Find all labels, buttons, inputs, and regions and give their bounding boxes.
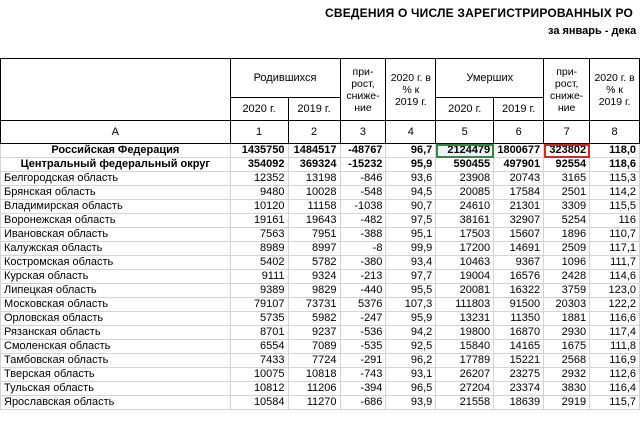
header-blank-cell[interactable]	[1, 59, 231, 121]
cell-bd[interactable]: -743	[340, 368, 386, 382]
table-row	[1, 242, 640, 256]
cell-b20[interactable]: 7563	[230, 228, 288, 242]
row-region-name[interactable]: Ярославская область	[1, 396, 231, 410]
row-region-name[interactable]: Владимирская область	[1, 200, 231, 214]
header-births-growth[interactable]	[340, 59, 386, 121]
cell-d19[interactable]: 16576	[494, 270, 544, 284]
cell-d19[interactable]: 18639	[494, 396, 544, 410]
row-region-name[interactable]: Смоленская область	[1, 340, 231, 354]
header-row-3	[1, 121, 640, 144]
report-title: СВЕДЕНИЯ О ЧИСЛЕ ЗАРЕГИСТРИРОВАННЫХ РО	[325, 6, 634, 20]
header-col-5[interactable]: 5	[436, 121, 494, 144]
cell-bp[interactable]: 96,7	[386, 144, 436, 158]
cell-bp[interactable]: 95,1	[386, 228, 436, 242]
header-deaths-2020[interactable]: 2020 г.	[436, 98, 494, 121]
header-growth2-text: при- рост, сниже- ние	[550, 65, 584, 114]
cell-d20[interactable]: 111803	[436, 298, 494, 312]
cell-bd[interactable]: -686	[340, 396, 386, 410]
header-col-1[interactable]: 1	[230, 121, 288, 144]
cell-d19[interactable]: 11350	[494, 312, 544, 326]
cell-dp[interactable]: 110,7	[590, 228, 640, 242]
data-table	[0, 58, 640, 410]
cell-bp[interactable]: 95,5	[386, 284, 436, 298]
row-region-name[interactable]: Орловская область	[1, 312, 231, 326]
cell-d19[interactable]: 91500	[494, 298, 544, 312]
table-row	[1, 396, 640, 410]
cell-dd[interactable]: 2930	[544, 326, 590, 340]
header-col-6[interactable]: 6	[494, 121, 544, 144]
cell-bd[interactable]: -213	[340, 270, 386, 284]
header-pct2-text: 2020 г. в % к 2019 г.	[594, 71, 635, 108]
cell-bd[interactable]: -388	[340, 228, 386, 242]
cell-dd[interactable]: 5254	[544, 214, 590, 228]
cell-d20[interactable]: 17200	[436, 242, 494, 256]
header-col-2[interactable]: 2	[288, 121, 340, 144]
cell-dp[interactable]: 118,6	[590, 158, 640, 172]
cell-dp[interactable]: 114,2	[590, 186, 640, 200]
cell-d19[interactable]: 15221	[494, 354, 544, 368]
cell-bp[interactable]: 96,5	[386, 382, 436, 396]
cell-bd[interactable]: -380	[340, 256, 386, 270]
cell-b19[interactable]: 11270	[288, 396, 340, 410]
cell-d20[interactable]: 19800	[436, 326, 494, 340]
cell-b20[interactable]: 9480	[230, 186, 288, 200]
table-row	[1, 158, 640, 172]
table-row	[1, 368, 640, 382]
cell-bp[interactable]: 95,9	[386, 158, 436, 172]
cell-d19[interactable]: 23374	[494, 382, 544, 396]
cell-bp[interactable]: 93,6	[386, 172, 436, 186]
table-row	[1, 340, 640, 354]
cell-dp[interactable]: 117,4	[590, 326, 640, 340]
row-region-name[interactable]: Костромская область	[1, 256, 231, 270]
cell-dp[interactable]: 114,6	[590, 270, 640, 284]
cell-d19[interactable]: 20743	[494, 172, 544, 186]
cell-bd[interactable]: -8	[340, 242, 386, 256]
report-subtitle: за январь - дека	[548, 25, 637, 37]
cell-dd[interactable]: 2501	[544, 186, 590, 200]
cell-b19[interactable]: 11158	[288, 200, 340, 214]
cell-bp[interactable]: 95,9	[386, 312, 436, 326]
row-region-name[interactable]: Тамбовская область	[1, 354, 231, 368]
cell-bd[interactable]: -482	[340, 214, 386, 228]
cell-dd[interactable]: 1675	[544, 340, 590, 354]
cell-d20[interactable]: 38161	[436, 214, 494, 228]
cell-b19[interactable]: 11206	[288, 382, 340, 396]
cell-bp[interactable]: 97,7	[386, 270, 436, 284]
cell-d20[interactable]: 17503	[436, 228, 494, 242]
cell-bp[interactable]: 92,5	[386, 340, 436, 354]
cell-dd[interactable]: 323802	[544, 144, 590, 158]
row-region-name[interactable]: Калужская область	[1, 242, 231, 256]
table-row	[1, 284, 640, 298]
cell-dd[interactable]: 1881	[544, 312, 590, 326]
cell-b19[interactable]: 369324	[288, 158, 340, 172]
row-region-name[interactable]: Рязанская область	[1, 326, 231, 340]
cell-d19[interactable]: 15607	[494, 228, 544, 242]
cell-b19[interactable]: 5782	[288, 256, 340, 270]
table-row	[1, 312, 640, 326]
cell-bp[interactable]: 93,4	[386, 256, 436, 270]
cell-d20[interactable]: 24610	[436, 200, 494, 214]
cell-b20[interactable]: 19161	[230, 214, 288, 228]
cell-d20[interactable]: 10463	[436, 256, 494, 270]
cell-d20[interactable]: 26207	[436, 368, 494, 382]
header-births-2019[interactable]: 2019 г.	[288, 98, 340, 121]
row-region-name[interactable]: Российская Федерация	[1, 144, 231, 158]
row-region-name[interactable]: Белгородская область	[1, 172, 231, 186]
cell-b20[interactable]: 12352	[230, 172, 288, 186]
cell-bp[interactable]: 90,7	[386, 200, 436, 214]
cell-d19[interactable]: 9367	[494, 256, 544, 270]
cell-bp[interactable]: 96,2	[386, 354, 436, 368]
row-region-name[interactable]: Московская область	[1, 298, 231, 312]
row-region-name[interactable]: Брянская область	[1, 186, 231, 200]
cell-dp[interactable]: 118,0	[590, 144, 640, 158]
cell-bp[interactable]: 99,9	[386, 242, 436, 256]
cell-dp[interactable]: 116,6	[590, 312, 640, 326]
cell-dd[interactable]: 20303	[544, 298, 590, 312]
cell-bd[interactable]: 5376	[340, 298, 386, 312]
header-col-7[interactable]: 7	[544, 121, 590, 144]
cell-b20[interactable]: 354092	[230, 158, 288, 172]
cell-b20[interactable]: 79107	[230, 298, 288, 312]
cell-dp[interactable]: 122,2	[590, 298, 640, 312]
header-col-8[interactable]: 8	[590, 121, 640, 144]
cell-b20[interactable]: 5735	[230, 312, 288, 326]
header-births-pct[interactable]	[386, 59, 436, 121]
cell-bd[interactable]: -1038	[340, 200, 386, 214]
cell-b20[interactable]: 5402	[230, 256, 288, 270]
cell-bp[interactable]: 94,5	[386, 186, 436, 200]
cell-dd[interactable]: 92554	[544, 158, 590, 172]
cell-d19[interactable]: 16322	[494, 284, 544, 298]
cell-bd[interactable]: -15232	[340, 158, 386, 172]
cell-b19[interactable]: 19643	[288, 214, 340, 228]
header-deaths-pct[interactable]	[590, 59, 640, 121]
cell-b20[interactable]: 10812	[230, 382, 288, 396]
cell-b20[interactable]: 8989	[230, 242, 288, 256]
cell-b20[interactable]: 10584	[230, 396, 288, 410]
report-title-area	[0, 0, 640, 54]
cell-dp[interactable]: 115,3	[590, 172, 640, 186]
cell-dp[interactable]: 115,5	[590, 200, 640, 214]
cell-b20[interactable]: 1435750	[230, 144, 288, 158]
cell-d19[interactable]: 14165	[494, 340, 544, 354]
cell-dp[interactable]: 112,6	[590, 368, 640, 382]
cell-bp[interactable]: 97,5	[386, 214, 436, 228]
cell-dd[interactable]: 2919	[544, 396, 590, 410]
cell-dp[interactable]: 116,4	[590, 382, 640, 396]
row-region-name[interactable]: Курская область	[1, 270, 231, 284]
cell-dd[interactable]: 3309	[544, 200, 590, 214]
table-row	[1, 186, 640, 200]
cell-d20[interactable]: 590455	[436, 158, 494, 172]
cell-d19[interactable]: 32907	[494, 214, 544, 228]
cell-bp[interactable]: 94,2	[386, 326, 436, 340]
cell-dp[interactable]: 116	[590, 214, 640, 228]
table-row	[1, 354, 640, 368]
cell-d19[interactable]: 16870	[494, 326, 544, 340]
cell-b19[interactable]: 73731	[288, 298, 340, 312]
cell-d19[interactable]: 497901	[494, 158, 544, 172]
cell-bd[interactable]: -536	[340, 326, 386, 340]
cell-b20[interactable]: 8701	[230, 326, 288, 340]
header-col-a[interactable]: А	[1, 121, 231, 144]
row-region-name[interactable]: Тверская область	[1, 368, 231, 382]
cell-b19[interactable]: 9829	[288, 284, 340, 298]
header-pct-text: 2020 г. в % к 2019 г.	[390, 71, 431, 108]
cell-d19[interactable]: 14691	[494, 242, 544, 256]
row-region-name[interactable]: Липецкая область	[1, 284, 231, 298]
cell-b19[interactable]: 7951	[288, 228, 340, 242]
cell-b20[interactable]: 9389	[230, 284, 288, 298]
header-col-3[interactable]: 3	[340, 121, 386, 144]
table-row	[1, 270, 640, 284]
cell-bd[interactable]: -535	[340, 340, 386, 354]
cell-bp[interactable]: 107,3	[386, 298, 436, 312]
cell-d20[interactable]: 15840	[436, 340, 494, 354]
cell-b19[interactable]: 7724	[288, 354, 340, 368]
table-row	[1, 326, 640, 340]
cell-bd[interactable]: -846	[340, 172, 386, 186]
cell-bd[interactable]: -394	[340, 382, 386, 396]
cell-dp[interactable]: 111,7	[590, 256, 640, 270]
header-births-2020[interactable]: 2020 г.	[230, 98, 288, 121]
row-region-name[interactable]: Воронежская область	[1, 214, 231, 228]
cell-bp[interactable]: 93,9	[386, 396, 436, 410]
cell-d20[interactable]: 17789	[436, 354, 494, 368]
table-row	[1, 144, 640, 158]
cell-d20[interactable]: 20085	[436, 186, 494, 200]
header-births[interactable]: Родившихся	[230, 59, 340, 98]
header-row-1	[1, 59, 640, 98]
cell-dd[interactable]: 3759	[544, 284, 590, 298]
cell-dd[interactable]: 2428	[544, 270, 590, 284]
cell-d19[interactable]: 17584	[494, 186, 544, 200]
cell-bd[interactable]: -548	[340, 186, 386, 200]
cell-b19[interactable]: 8997	[288, 242, 340, 256]
cell-b19[interactable]: 10818	[288, 368, 340, 382]
cell-b20[interactable]: 9111	[230, 270, 288, 284]
cell-dd[interactable]: 1896	[544, 228, 590, 242]
cell-d20[interactable]: 13231	[436, 312, 494, 326]
cell-dp[interactable]: 123,0	[590, 284, 640, 298]
cell-bd[interactable]: -440	[340, 284, 386, 298]
table-row	[1, 298, 640, 312]
header-deaths[interactable]: Умерших	[436, 59, 544, 98]
cell-d19[interactable]: 1800677	[494, 144, 544, 158]
cell-dd[interactable]: 3165	[544, 172, 590, 186]
cell-bd[interactable]: -291	[340, 354, 386, 368]
cell-d20[interactable]: 2124479	[436, 144, 494, 158]
cell-dp[interactable]: 115,7	[590, 396, 640, 410]
cell-b19[interactable]: 13198	[288, 172, 340, 186]
cell-b19[interactable]: 7089	[288, 340, 340, 354]
cell-bp[interactable]: 93,1	[386, 368, 436, 382]
cell-d19[interactable]: 21301	[494, 200, 544, 214]
cell-d19[interactable]: 23275	[494, 368, 544, 382]
cell-b20[interactable]: 10075	[230, 368, 288, 382]
table-row	[1, 382, 640, 396]
cell-bd[interactable]: -247	[340, 312, 386, 326]
cell-b20[interactable]: 10120	[230, 200, 288, 214]
table-row	[1, 200, 640, 214]
cell-b19[interactable]: 5982	[288, 312, 340, 326]
cell-dd[interactable]: 2509	[544, 242, 590, 256]
row-region-name[interactable]: Ивановская область	[1, 228, 231, 242]
cell-dd[interactable]: 2568	[544, 354, 590, 368]
cell-b19[interactable]: 9324	[288, 270, 340, 284]
cell-dd[interactable]: 3830	[544, 382, 590, 396]
table-row	[1, 228, 640, 242]
cell-d20[interactable]: 20081	[436, 284, 494, 298]
table-row	[1, 214, 640, 228]
row-region-name[interactable]: Тульская область	[1, 382, 231, 396]
cell-b20[interactable]: 6554	[230, 340, 288, 354]
cell-d20[interactable]: 27204	[436, 382, 494, 396]
cell-b19[interactable]: 1484517	[288, 144, 340, 158]
cell-b19[interactable]: 9237	[288, 326, 340, 340]
cell-d20[interactable]: 21558	[436, 396, 494, 410]
cell-dd[interactable]: 2932	[544, 368, 590, 382]
cell-b20[interactable]: 7433	[230, 354, 288, 368]
cell-d20[interactable]: 23908	[436, 172, 494, 186]
cell-dp[interactable]: 117,1	[590, 242, 640, 256]
row-region-name[interactable]: Центральный федеральный округ	[1, 158, 231, 172]
cell-bd[interactable]: -48767	[340, 144, 386, 158]
cell-dd[interactable]: 1096	[544, 256, 590, 270]
header-growth-text: при- рост, сниже- ние	[346, 65, 380, 114]
cell-d20[interactable]: 19004	[436, 270, 494, 284]
table-row	[1, 172, 640, 186]
header-deaths-growth[interactable]	[544, 59, 590, 121]
header-col-4[interactable]: 4	[386, 121, 436, 144]
cell-dp[interactable]: 116,9	[590, 354, 640, 368]
table-row	[1, 256, 640, 270]
cell-dp[interactable]: 111,8	[590, 340, 640, 354]
cell-b19[interactable]: 10028	[288, 186, 340, 200]
header-deaths-2019[interactable]: 2019 г.	[494, 98, 544, 121]
